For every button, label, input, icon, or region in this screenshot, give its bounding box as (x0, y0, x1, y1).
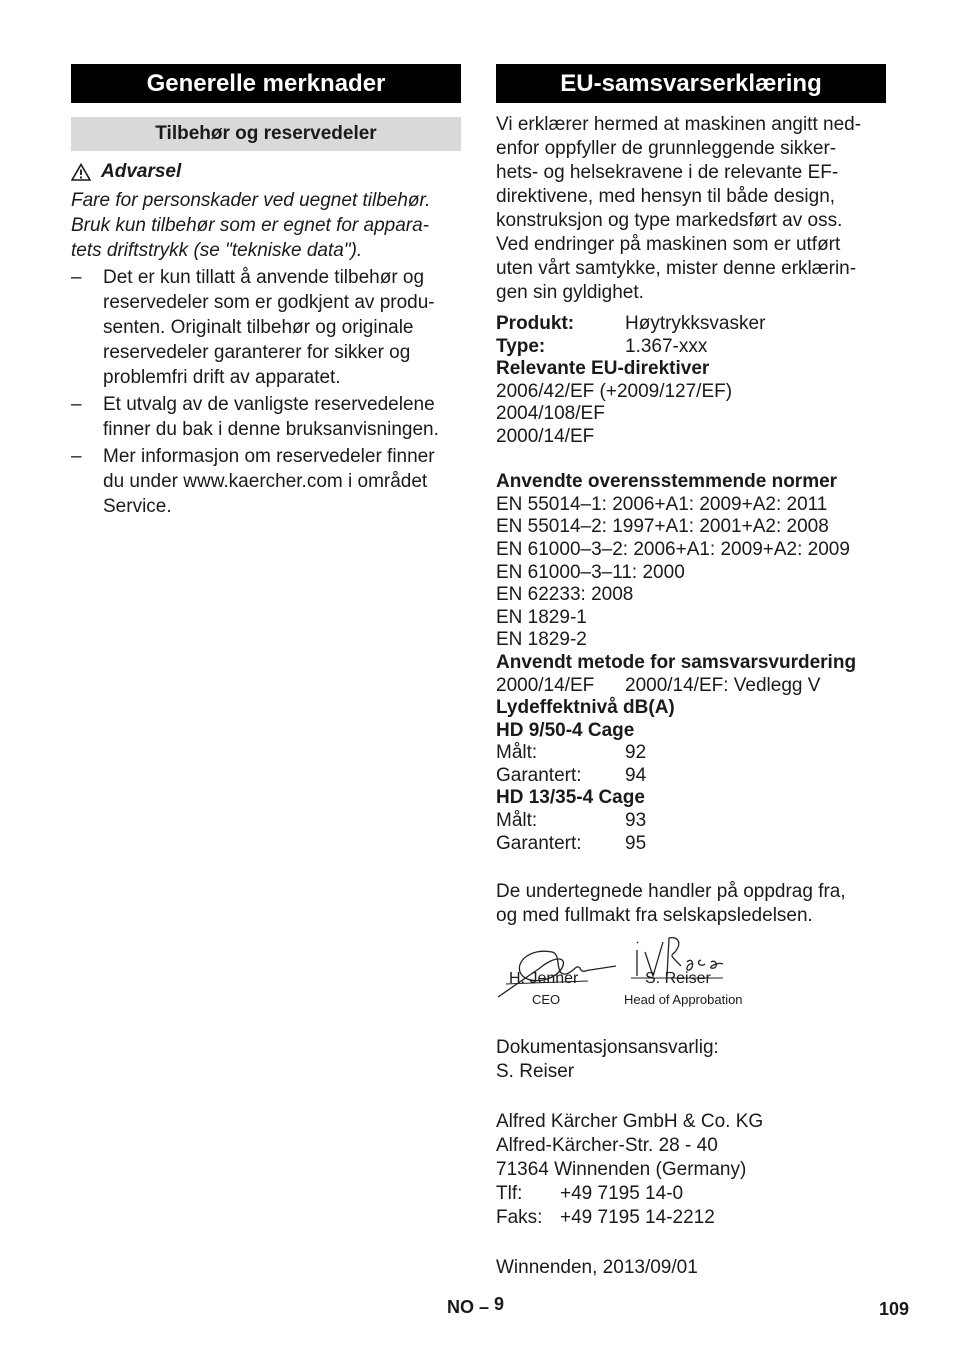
footer-language: NO (447, 1297, 474, 1317)
norm-item: EN 1829-2 (496, 629, 587, 651)
intro-line: Vi erklærer hermed at maskinen angitt ned- (496, 114, 862, 135)
company-line: 71364 Winnenden (Germany) (496, 1159, 747, 1181)
bullet-list (71, 265, 461, 519)
list-item-line: Det er kun tillatt å anvende tilbehør og (103, 267, 425, 288)
warning-text-line: Fare for personskader ved uegnet tilbehør. (71, 190, 431, 211)
list-item-line: finner du bak i denne bruksanvisningen. (103, 419, 439, 440)
directive-item: 2004/108/EF (496, 403, 605, 425)
right-column (496, 64, 886, 1280)
intro-paragraph (496, 113, 886, 305)
measured-label: Målt: (496, 810, 538, 832)
product-value: Høytrykksvasker (625, 313, 766, 334)
list-item (71, 265, 461, 390)
left-column (71, 64, 461, 519)
warning-heading (71, 159, 461, 184)
directive-item: 2006/42/EF (+2009/127/EF) (496, 380, 733, 402)
list-item (71, 444, 461, 519)
signer-title: CEO (532, 992, 561, 1008)
company-line: Alfred Kärcher GmbH & Co. KG (496, 1111, 764, 1133)
signatory-line: og med fullmakt fra selskapsledelsen. (496, 905, 813, 927)
intro-line: uten vårt samtykke, mister denne erklærin- (496, 258, 857, 279)
type-label: Type: (496, 335, 546, 357)
footer-dash: – (479, 1297, 490, 1317)
measured-row (496, 742, 886, 765)
type-row (496, 336, 886, 359)
guaranteed-value: 95 (625, 832, 647, 854)
list-item-line: Mer informasjon om reservedeler finner (103, 446, 435, 467)
warning-text (71, 188, 461, 263)
signer-name: S. Reiser (645, 970, 711, 988)
directives-heading: Relevante EU-direktiver (496, 358, 710, 380)
phone-row (496, 1182, 886, 1206)
norm-item: EN 55014–2: 1997+A1: 2001+A2: 2008 (496, 516, 829, 538)
bullet-dash: – (71, 394, 82, 415)
product-label: Produkt: (496, 313, 575, 334)
phone-value: +49 7195 14-0 (560, 1183, 684, 1205)
page-number: 109 (879, 1299, 910, 1319)
norms-heading: Anvendte overensstemmende normer (496, 471, 838, 493)
guaranteed-label: Garantert: (496, 832, 582, 854)
measured-label: Målt: (496, 742, 538, 764)
directive-item: 2000/14/EF (496, 425, 595, 447)
list-item-line: senten. Originalt tilbehør og originale (103, 317, 414, 338)
signatory-text (496, 880, 886, 928)
company-address (496, 1110, 886, 1230)
method-col1: 2000/14/EF (496, 674, 595, 696)
warning-text-line: tets driftstrykk (se "tekniske data"). (71, 240, 363, 261)
type-value: 1.367-xxx (625, 335, 708, 357)
fax-label: Faks: (496, 1207, 543, 1229)
intro-line: konstruksjon og type markedsført av oss. (496, 210, 843, 231)
signature-block (496, 946, 886, 1036)
model-name: HD 13/35-4 Cage (496, 787, 645, 809)
fax-value: +49 7195 14-2212 (560, 1207, 715, 1229)
warning-label: Advarsel (101, 161, 182, 182)
list-item-line: du under www.kaercher.com i området (103, 471, 428, 492)
section-header-eu-declaration: EU-samsvarserklæring (496, 64, 886, 103)
fax-row (496, 1206, 886, 1230)
intro-line: gen sin gyldighet. (496, 282, 644, 303)
guaranteed-row (496, 765, 886, 788)
phone-label: Tlf: (496, 1183, 523, 1205)
intro-line: hets- og helsekravene i de relevante EF- (496, 162, 839, 183)
list-item-line: Service. (103, 496, 172, 517)
place-date: Winnenden, 2013/09/01 (496, 1257, 698, 1279)
norm-item: EN 62233: 2008 (496, 584, 634, 606)
intro-line: enfor oppfyller de grunnleggende sikker- (496, 138, 837, 159)
doc-responsible-line: S. Reiser (496, 1061, 575, 1083)
doc-responsible (496, 1036, 886, 1084)
measured-value: 93 (625, 810, 647, 832)
signer-name: H. Jenner (509, 970, 579, 988)
signature-jenner-image (496, 934, 621, 1000)
intro-line: Ved endringer på maskinen som er utført (496, 234, 841, 255)
norm-item: EN 1829-1 (496, 606, 587, 628)
signatory-line: De undertegnede handler på oppdrag fra, (496, 881, 846, 903)
guaranteed-row (496, 833, 886, 856)
list-item-line: reservedeler som er godkjent av produ- (103, 292, 435, 313)
guaranteed-label: Garantert: (496, 764, 582, 786)
method-heading: Anvendt metode for samsvarsvurdering (496, 651, 857, 673)
list-item-line: problemfri drift av apparatet. (103, 367, 341, 388)
footer-language-page (447, 1294, 505, 1318)
section-header-general-notes: Generelle merknader (71, 64, 461, 103)
subheader-accessories: Tilbehør og reservedeler (71, 117, 461, 151)
norm-item: EN 61000–3–2: 2006+A1: 2009+A2: 2009 (496, 538, 850, 560)
method-row (496, 675, 886, 698)
footer-local-page: 9 (494, 1294, 505, 1314)
norm-item: EN 55014–1: 2006+A1: 2009+A2: 2011 (496, 493, 828, 515)
list-item (71, 392, 461, 442)
company-line: Alfred-Kärcher-Str. 28 - 40 (496, 1135, 718, 1157)
norm-item: EN 61000–3–11: 2000 (496, 561, 685, 583)
intro-line: direktivene, med hensyn til både design, (496, 186, 836, 207)
warning-text-line: Bruk kun tilbehør som er egnet for appara- (71, 215, 430, 236)
warning-triangle-icon (71, 163, 91, 181)
model-name: HD 9/50-4 Cage (496, 719, 635, 741)
sound-heading: Lydeffektnivå dB(A) (496, 697, 675, 719)
signer-title: Head of Approbation (624, 992, 743, 1008)
list-item-line: Et utvalg av de vanligste reservedelene (103, 394, 435, 415)
bullet-dash: – (71, 267, 82, 288)
declaration-details (496, 313, 886, 855)
method-col2: 2000/14/EF: Vedlegg V (625, 674, 821, 696)
doc-responsible-line: Dokumentasjonsansvarlig: (496, 1037, 719, 1059)
measured-value: 92 (625, 742, 647, 764)
list-item-line: reservedeler garanterer for sikker og (103, 342, 411, 363)
bullet-dash: – (71, 446, 82, 467)
measured-row (496, 810, 886, 833)
guaranteed-value: 94 (625, 764, 647, 786)
product-row (496, 313, 886, 336)
